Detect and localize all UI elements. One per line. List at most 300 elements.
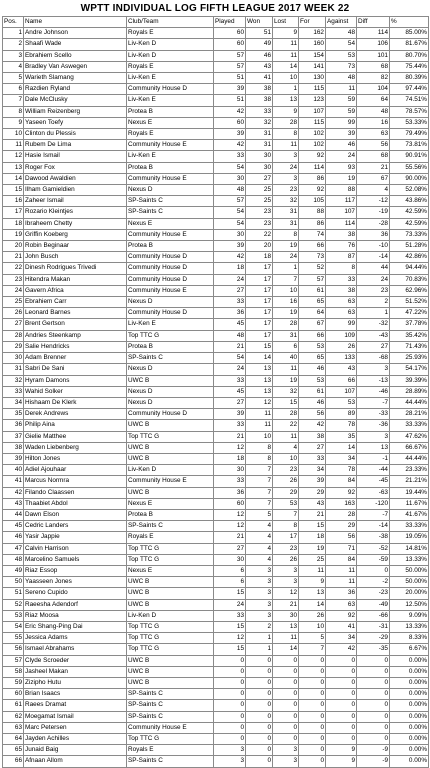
cell-lost: 3 <box>273 577 299 588</box>
cell-diff: -120 <box>357 498 390 509</box>
cell-played: 12 <box>214 633 246 644</box>
cell-pos: 13 <box>3 162 24 173</box>
cell-against: 9 <box>326 745 357 756</box>
cell-played: 60 <box>214 498 246 509</box>
cell-against: 107 <box>326 207 357 218</box>
cell-for: 162 <box>299 28 326 39</box>
cell-pos: 31 <box>3 364 24 375</box>
cell-won: 3 <box>246 577 273 588</box>
cell-pos: 33 <box>3 386 24 397</box>
cell-lost: 31 <box>273 218 299 229</box>
cell-diff: 63 <box>357 129 390 140</box>
cell-against: 53 <box>326 50 357 61</box>
cell-played: 33 <box>214 610 246 621</box>
cell-played: 0 <box>214 711 246 722</box>
cell-club: UWC B <box>127 666 214 677</box>
cell-pos: 63 <box>3 722 24 733</box>
cell-won: 4 <box>246 543 273 554</box>
cell-name: Warieth Slamang <box>24 73 127 84</box>
cell-club: UWC B <box>127 453 214 464</box>
cell-played: 57 <box>214 61 246 72</box>
cell-percent: 37.78% <box>390 319 429 330</box>
cell-percent: 94.44% <box>390 263 429 274</box>
cell-percent: 0.00% <box>390 677 429 688</box>
cell-played: 54 <box>214 162 246 173</box>
col-pos-header: Pos. <box>3 17 24 28</box>
cell-won: 4 <box>246 554 273 565</box>
cell-against: 38 <box>326 285 357 296</box>
cell-won: 8 <box>246 453 273 464</box>
cell-for: 0 <box>299 700 326 711</box>
cell-percent: 42.59% <box>390 218 429 229</box>
cell-percent: 53.33% <box>390 117 429 128</box>
cell-for: 130 <box>299 73 326 84</box>
cell-played: 60 <box>214 28 246 39</box>
cell-percent: 39.39% <box>390 375 429 386</box>
cell-diff: 0 <box>357 700 390 711</box>
cell-name: Marc Petersen <box>24 722 127 733</box>
cell-won: 10 <box>246 431 273 442</box>
cell-percent: 90.91% <box>390 151 429 162</box>
cell-for: 25 <box>299 554 326 565</box>
cell-name: Rubem De Lima <box>24 140 127 151</box>
cell-club: Nexus D <box>127 386 214 397</box>
cell-diff: 0 <box>357 677 390 688</box>
cell-name: Gielie Matthee <box>24 431 127 442</box>
cell-percent: 71.43% <box>390 341 429 352</box>
table-row <box>3 666 429 677</box>
cell-diff: -7 <box>357 509 390 520</box>
cell-club: Community House E <box>127 476 214 487</box>
cell-percent: 0.00% <box>390 734 429 745</box>
cell-against: 99 <box>326 319 357 330</box>
cell-percent: 0.00% <box>390 711 429 722</box>
cell-club: UWC B <box>127 677 214 688</box>
cell-lost: 19 <box>273 308 299 319</box>
cell-club: UWC B <box>127 420 214 431</box>
cell-club: SP-Saints C <box>127 196 214 207</box>
cell-against: 8 <box>326 263 357 274</box>
cell-pos: 1 <box>3 28 24 39</box>
cell-against: 66 <box>326 375 357 386</box>
cell-percent: 0.00% <box>390 689 429 700</box>
table-row <box>3 465 429 476</box>
cell-pos: 53 <box>3 610 24 621</box>
cell-pos: 7 <box>3 95 24 106</box>
cell-pos: 21 <box>3 252 24 263</box>
cell-pos: 20 <box>3 241 24 252</box>
cell-diff: 13 <box>357 442 390 453</box>
table-row <box>3 644 429 655</box>
cell-against: 38 <box>326 229 357 240</box>
cell-club: UWC B <box>127 487 214 498</box>
cell-name: Riaz Essop <box>24 565 127 576</box>
cell-for: 66 <box>299 241 326 252</box>
cell-for: 0 <box>299 711 326 722</box>
cell-club: Top TTC G <box>127 330 214 341</box>
cell-percent: 80.70% <box>390 50 429 61</box>
cell-club: Top TTC G <box>127 734 214 745</box>
cell-pos: 55 <box>3 633 24 644</box>
cell-won: 14 <box>246 353 273 364</box>
cell-lost: 10 <box>273 73 299 84</box>
cell-lost: 11 <box>273 364 299 375</box>
cell-pos: 56 <box>3 644 24 655</box>
cell-played: 6 <box>214 565 246 576</box>
cell-name: Leonard Barnes <box>24 308 127 319</box>
cell-diff: 68 <box>357 61 390 72</box>
cell-won: 3 <box>246 599 273 610</box>
cell-against: 87 <box>326 252 357 263</box>
cell-percent: 28.89% <box>390 386 429 397</box>
cell-diff: -12 <box>357 196 390 207</box>
cell-won: 15 <box>246 341 273 352</box>
cell-pos: 15 <box>3 185 24 196</box>
cell-won: 0 <box>246 756 273 767</box>
cell-won: 8 <box>246 442 273 453</box>
cell-club: UWC B <box>127 655 214 666</box>
cell-played: 42 <box>214 252 246 263</box>
cell-lost: 9 <box>273 28 299 39</box>
cell-lost: 0 <box>273 666 299 677</box>
cell-name: Jessica Adams <box>24 633 127 644</box>
cell-name: Rozario Kleintjes <box>24 207 127 218</box>
cell-played: 39 <box>214 129 246 140</box>
log-sheet <box>2 2 428 768</box>
cell-percent: 11.67% <box>390 498 429 509</box>
cell-lost: 1 <box>273 84 299 95</box>
table-row <box>3 409 429 420</box>
cell-club: Community House E <box>127 229 214 240</box>
cell-won: 2 <box>246 621 273 632</box>
cell-name: Gavern Africa <box>24 285 127 296</box>
table-row <box>3 677 429 688</box>
table-row <box>3 207 429 218</box>
cell-for: 56 <box>299 409 326 420</box>
cell-diff: 16 <box>357 117 390 128</box>
cell-pos: 23 <box>3 274 24 285</box>
cell-for: 39 <box>299 476 326 487</box>
cell-percent: 51.28% <box>390 241 429 252</box>
cell-name: Dale McClusky <box>24 95 127 106</box>
cell-pos: 50 <box>3 577 24 588</box>
cell-name: Salie Hendricks <box>24 341 127 352</box>
cell-won: 31 <box>246 140 273 151</box>
table-row <box>3 565 429 576</box>
cell-for: 61 <box>299 386 326 397</box>
cell-pos: 42 <box>3 487 24 498</box>
cell-pos: 16 <box>3 196 24 207</box>
cell-for: 92 <box>299 185 326 196</box>
cell-against: 42 <box>326 644 357 655</box>
cell-diff: -68 <box>357 353 390 364</box>
table-row <box>3 487 429 498</box>
cell-played: 30 <box>214 465 246 476</box>
cell-percent: 50.00% <box>390 577 429 588</box>
cell-pos: 19 <box>3 229 24 240</box>
cell-played: 0 <box>214 722 246 733</box>
cell-against: 34 <box>326 453 357 464</box>
cell-lost: 30 <box>273 610 299 621</box>
cell-diff: 24 <box>357 274 390 285</box>
cell-lost: 23 <box>273 465 299 476</box>
table-row <box>3 84 429 95</box>
cell-club: Liv-Ken E <box>127 319 214 330</box>
cell-against: 43 <box>326 364 357 375</box>
cell-played: 27 <box>214 543 246 554</box>
cell-diff: -59 <box>357 554 390 565</box>
cell-diff: -13 <box>357 375 390 386</box>
cell-diff: 106 <box>357 39 390 50</box>
cell-against: 46 <box>326 140 357 151</box>
cell-for: 13 <box>299 588 326 599</box>
cell-diff: -7 <box>357 397 390 408</box>
table-row <box>3 297 429 308</box>
cell-against: 14 <box>326 442 357 453</box>
cell-pos: 45 <box>3 521 24 532</box>
cell-diff: 0 <box>357 666 390 677</box>
cell-won: 13 <box>246 364 273 375</box>
cell-name: Hasie Ismail <box>24 151 127 162</box>
cell-name: Hyram Damons <box>24 375 127 386</box>
cell-against: 19 <box>326 173 357 184</box>
cell-percent: 6.67% <box>390 644 429 655</box>
cell-lost: 19 <box>273 241 299 252</box>
cell-pos: 51 <box>3 588 24 599</box>
table-row <box>3 453 429 464</box>
cell-against: 0 <box>326 722 357 733</box>
table-row <box>3 386 429 397</box>
cell-against: 0 <box>326 655 357 666</box>
cell-percent: 0.00% <box>390 700 429 711</box>
cell-played: 0 <box>214 666 246 677</box>
cell-against: 107 <box>326 386 357 397</box>
cell-club: Top TTC G <box>127 543 214 554</box>
col-won-header: Won <box>246 17 273 28</box>
table-row <box>3 442 429 453</box>
cell-played: 42 <box>214 140 246 151</box>
cell-played: 42 <box>214 106 246 117</box>
cell-percent: 8.33% <box>390 633 429 644</box>
cell-lost: 3 <box>273 173 299 184</box>
cell-for: 115 <box>299 117 326 128</box>
cell-name: Raeesha Adendorf <box>24 599 127 610</box>
cell-won: 5 <box>246 509 273 520</box>
cell-lost: 23 <box>273 543 299 554</box>
cell-won: 11 <box>246 420 273 431</box>
cell-lost: 14 <box>273 61 299 72</box>
cell-lost: 13 <box>273 95 299 106</box>
cell-club: Protea B <box>127 241 214 252</box>
cell-pos: 5 <box>3 73 24 84</box>
cell-name: Bradley Van Aswegen <box>24 61 127 72</box>
table-body <box>3 28 429 767</box>
cell-won: 41 <box>246 73 273 84</box>
cell-diff: 48 <box>357 106 390 117</box>
cell-won: 49 <box>246 39 273 50</box>
cell-club: SP-Saints C <box>127 756 214 767</box>
table-row <box>3 185 429 196</box>
cell-won: 7 <box>246 476 273 487</box>
cell-against: 117 <box>326 196 357 207</box>
cell-against: 11 <box>326 84 357 95</box>
cell-name: Thaabiet Abdol <box>24 498 127 509</box>
cell-club: Top TTC G <box>127 633 214 644</box>
cell-name: Wahid Solker <box>24 386 127 397</box>
cell-pos: 35 <box>3 409 24 420</box>
cell-for: 33 <box>299 453 326 464</box>
cell-against: 11 <box>326 577 357 588</box>
cell-name: Sabri De Sani <box>24 364 127 375</box>
cell-for: 61 <box>299 285 326 296</box>
cell-club: Nexus D <box>127 185 214 196</box>
cell-pos: 29 <box>3 341 24 352</box>
cell-percent: 73.81% <box>390 140 429 151</box>
cell-lost: 11 <box>273 50 299 61</box>
cell-pos: 32 <box>3 375 24 386</box>
table-row <box>3 621 429 632</box>
cell-name: Andre Johnson <box>24 28 127 39</box>
cell-percent: 97.44% <box>390 84 429 95</box>
cell-won: 30 <box>246 151 273 162</box>
cell-club: Protea B <box>127 341 214 352</box>
cell-played: 21 <box>214 431 246 442</box>
table-row <box>3 745 429 756</box>
cell-won: 12 <box>246 397 273 408</box>
cell-won: 46 <box>246 50 273 61</box>
table-row <box>3 330 429 341</box>
col-lost-header: Lost <box>273 17 299 28</box>
cell-diff: 36 <box>357 229 390 240</box>
cell-played: 18 <box>214 453 246 464</box>
cell-for: 66 <box>299 330 326 341</box>
cell-percent: 33.33% <box>390 521 429 532</box>
cell-against: 88 <box>326 185 357 196</box>
cell-percent: 21.21% <box>390 476 429 487</box>
cell-played: 36 <box>214 487 246 498</box>
cell-against: 33 <box>326 274 357 285</box>
cell-played: 60 <box>214 117 246 128</box>
cell-percent: 47.22% <box>390 308 429 319</box>
cell-lost: 31 <box>273 207 299 218</box>
cell-for: 154 <box>299 50 326 61</box>
cell-played: 3 <box>214 756 246 767</box>
cell-lost: 40 <box>273 353 299 364</box>
cell-diff: 3 <box>357 364 390 375</box>
cell-percent: 0.00% <box>390 666 429 677</box>
cell-lost: 31 <box>273 330 299 341</box>
cell-lost: 28 <box>273 409 299 420</box>
cell-club: Liv-Ken E <box>127 151 214 162</box>
cell-won: 20 <box>246 241 273 252</box>
cell-won: 17 <box>246 330 273 341</box>
table-row <box>3 162 429 173</box>
table-row <box>3 196 429 207</box>
cell-played: 0 <box>214 655 246 666</box>
cell-against: 78 <box>326 420 357 431</box>
cell-diff: -19 <box>357 207 390 218</box>
cell-for: 123 <box>299 95 326 106</box>
cell-played: 33 <box>214 420 246 431</box>
table-row <box>3 711 429 722</box>
cell-diff: 27 <box>357 341 390 352</box>
cell-diff: 101 <box>357 50 390 61</box>
cell-against: 59 <box>326 106 357 117</box>
cell-club: Community House D <box>127 252 214 263</box>
cell-pos: 37 <box>3 431 24 442</box>
cell-club: Nexus E <box>127 565 214 576</box>
cell-name: Raees Dramat <box>24 700 127 711</box>
table-row <box>3 117 429 128</box>
table-row <box>3 341 429 352</box>
col-club-header: Club/Team <box>127 17 214 28</box>
cell-won: 13 <box>246 375 273 386</box>
cell-played: 51 <box>214 73 246 84</box>
cell-name: Clyde Scroeder <box>24 655 127 666</box>
cell-for: 53 <box>299 375 326 386</box>
cell-against: 73 <box>326 61 357 72</box>
table-row <box>3 599 429 610</box>
page-title: WPTT INDIVIDUAL LOG FIFTH LEAGUE 2017 WEEK 22 <box>80 3 350 14</box>
table-row <box>3 543 429 554</box>
cell-pos: 17 <box>3 207 24 218</box>
cell-for: 7 <box>299 644 326 655</box>
cell-for: 74 <box>299 229 326 240</box>
cell-won: 7 <box>246 498 273 509</box>
cell-name: Dinesh Rodrigues Trivedi <box>24 263 127 274</box>
cell-lost: 3 <box>273 756 299 767</box>
cell-for: 14 <box>299 599 326 610</box>
cell-against: 0 <box>326 666 357 677</box>
cell-played: 27 <box>214 285 246 296</box>
cell-against: 92 <box>326 610 357 621</box>
cell-for: 0 <box>299 655 326 666</box>
cell-name: Hitendra Makan <box>24 274 127 285</box>
cell-name: Filando Claassen <box>24 487 127 498</box>
cell-name: Ibraheem Chetty <box>24 218 127 229</box>
cell-against: 0 <box>326 734 357 745</box>
cell-name: Shaafi Wade <box>24 39 127 50</box>
cell-won: 1 <box>246 633 273 644</box>
cell-diff: -28 <box>357 218 390 229</box>
cell-won: 51 <box>246 28 273 39</box>
cell-percent: 66.67% <box>390 442 429 453</box>
cell-diff: 67 <box>357 173 390 184</box>
cell-diff: 0 <box>357 722 390 733</box>
cell-played: 15 <box>214 621 246 632</box>
cell-against: 48 <box>326 28 357 39</box>
cell-lost: 53 <box>273 498 299 509</box>
cell-for: 43 <box>299 498 326 509</box>
cell-pos: 18 <box>3 218 24 229</box>
cell-for: 52 <box>299 263 326 274</box>
cell-diff: -29 <box>357 633 390 644</box>
cell-against: 93 <box>326 162 357 173</box>
cell-percent: 50.00% <box>390 565 429 576</box>
cell-name: Ismael Abrahams <box>24 644 127 655</box>
cell-club: Top TTC G <box>127 554 214 565</box>
cell-for: 115 <box>299 84 326 95</box>
cell-lost: 23 <box>273 185 299 196</box>
cell-club: SP-Saints C <box>127 353 214 364</box>
table-row <box>3 129 429 140</box>
cell-pos: 22 <box>3 263 24 274</box>
cell-played: 51 <box>214 95 246 106</box>
cell-against: 63 <box>326 297 357 308</box>
cell-percent: 70.83% <box>390 274 429 285</box>
cell-won: 38 <box>246 84 273 95</box>
cell-diff: 56 <box>357 140 390 151</box>
